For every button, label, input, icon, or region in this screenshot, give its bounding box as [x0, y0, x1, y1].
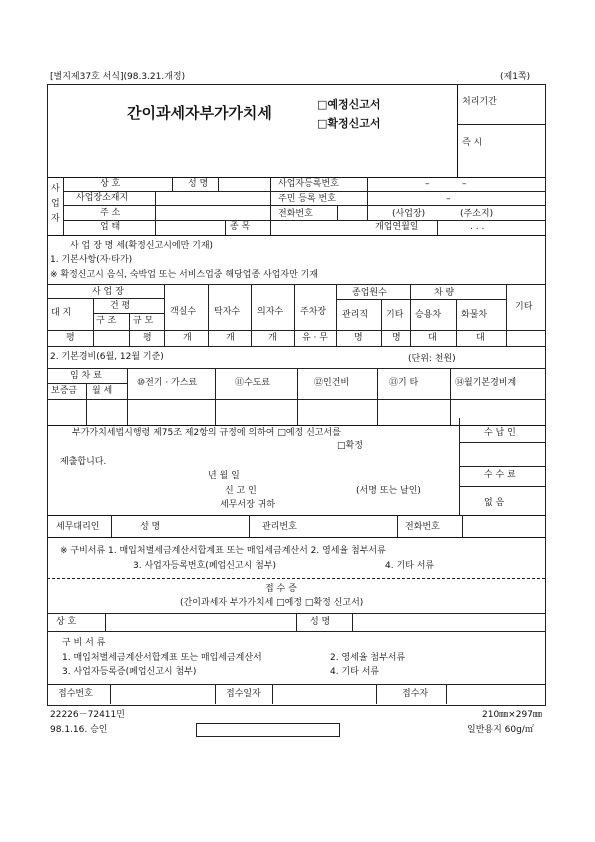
divider: [376, 684, 377, 704]
address-label: 주 소: [100, 208, 121, 218]
divider: [63, 220, 545, 221]
immediate-label: 즉 시: [462, 138, 483, 148]
required-docs-line2b: 4. 기타 서류: [385, 561, 435, 571]
receipt-doc-3: 3. 사업자등록증(폐업신고시 첨부): [62, 667, 197, 677]
divider: [215, 684, 216, 704]
option-scheduled[interactable]: □예정신고서: [317, 98, 381, 111]
divider: [450, 368, 451, 425]
divider: [459, 466, 545, 467]
receipt-stamp-label: 수 납 인: [484, 428, 516, 438]
divider: [215, 368, 216, 425]
agent-name-label: 성 명: [140, 522, 161, 532]
receipt-slip-title: 접 수 증: [265, 584, 297, 594]
etc-label: 기타: [515, 302, 533, 312]
divider: [172, 177, 173, 191]
divider: [352, 613, 353, 631]
required-docs-line1: ※ 구비서류 1. 매입처별세금계산서합계표 또는 매입세금계산서 2. 영세율 첨부서류: [60, 546, 386, 556]
unit-persons: 명: [392, 333, 401, 343]
receipt-date-label: 접수일자: [226, 689, 261, 699]
chairs-label: 의자수: [257, 307, 284, 317]
fee-none: 없 음: [484, 498, 505, 508]
divider: [93, 298, 94, 346]
divider: [337, 205, 338, 220]
tax-agent-label: 세무대리인: [56, 522, 100, 532]
employees-label: 종업원수: [352, 288, 387, 298]
water-label: ⑪수도료: [235, 378, 271, 388]
passenger-car-label: 승용차: [415, 310, 442, 320]
divider: [155, 191, 156, 235]
divider: [457, 85, 458, 177]
divider: [47, 284, 545, 285]
unit-persons: 명: [354, 333, 363, 343]
divider: [296, 613, 297, 631]
footer-approval: 98.1.16. 승인: [50, 725, 108, 735]
deposit-label: 보증금: [51, 386, 78, 396]
divider: [47, 330, 545, 331]
footer-code: 22226－72411민: [50, 710, 125, 720]
divider: [208, 284, 209, 346]
divider: [47, 368, 545, 369]
details-note: ※ 확정신고시 음식, 숙박업 또는 서비스업중 해당업종 사업자만 기재: [50, 270, 319, 280]
open-date-label: 개업연월일: [375, 222, 419, 232]
electricity-label: ⑩전기 · 가스료: [137, 378, 198, 388]
management-number-label: 관리번호: [262, 522, 297, 532]
unit-vehicles: 대: [428, 333, 437, 343]
receipt-number-label: 접수번호: [58, 689, 93, 699]
divider: [47, 399, 545, 400]
unit-pyeong: 평: [66, 333, 75, 343]
tax-office-label: 세무서장 귀하: [220, 500, 276, 510]
signature-label: (서명 또는 날인): [356, 486, 421, 496]
divider: [127, 368, 128, 425]
divider: [457, 124, 545, 125]
divider: [86, 383, 87, 425]
divider: [410, 284, 411, 346]
receipt-doc-4: 4. 기타 서류: [330, 667, 380, 677]
divider: [63, 177, 64, 235]
land-label: 대 지: [51, 308, 72, 318]
required-docs-line2: 3. 사업자등록번호(폐업신고시 첨부): [133, 561, 277, 571]
divider: [336, 299, 506, 300]
agent-phone-label: 전화번호: [405, 522, 440, 532]
location-label: 사업장소재지: [76, 193, 129, 203]
item-label: 종 목: [230, 222, 251, 232]
fee-label: 수 수 료: [484, 470, 516, 480]
divider: [249, 515, 250, 537]
basic-info-title: 1. 기본사항(자·타가): [50, 255, 133, 265]
divider: [456, 299, 457, 346]
resident-dash: –: [446, 194, 451, 204]
divider: [47, 235, 545, 236]
business-type-label: 업 태: [100, 222, 121, 232]
building-label: 건 평: [110, 301, 131, 311]
footer-paper: 일반용지 60g/㎡: [467, 725, 534, 735]
side-char: 자: [51, 214, 60, 224]
total-expense-label: ⑭월기본경비계: [455, 378, 517, 388]
vehicles-label: 차 량: [434, 288, 455, 298]
form-title: 간이과세자부가가치세: [127, 104, 272, 122]
unit-count: 개: [183, 333, 192, 343]
footer-stamp-box: [196, 723, 340, 737]
divider: [47, 298, 164, 299]
cargo-car-label: 화물차: [461, 310, 488, 320]
reporter-label: 신 고 인: [225, 486, 257, 496]
unit-count: 개: [226, 333, 235, 343]
divider: [47, 631, 545, 632]
report-date: 년 월 일: [208, 471, 240, 481]
statement-final-option[interactable]: □확정: [337, 441, 363, 451]
open-date-value: . . .: [470, 222, 485, 232]
resident-number-label: 주민 등록 번호: [278, 194, 336, 204]
divider: [459, 486, 545, 487]
reg-dash: –: [462, 179, 467, 189]
rooms-label: 객실수: [170, 307, 197, 317]
divider: [270, 177, 271, 235]
divider: [462, 515, 463, 537]
other-expense-label: ⑬기 타: [389, 378, 419, 388]
divider: [437, 220, 438, 235]
processing-period: 처리기간: [462, 97, 497, 107]
parking-label: 주차장: [300, 307, 327, 317]
divider: [381, 299, 382, 346]
receipt-slip-subtitle: (간이과세자 부가가치세 □예정 □확정 신고서): [180, 598, 364, 608]
divider: [367, 177, 368, 220]
other-staff-label: 기타: [386, 310, 404, 320]
divider: [164, 284, 165, 346]
details-title: 사 업 장 명 세(확정신고시에만 기재): [70, 241, 214, 251]
divider: [446, 684, 447, 704]
statement-line2: 제출합니다.: [60, 457, 107, 467]
expenses-unit: (단위: 천원): [408, 354, 456, 364]
rent-label: 임 차 료: [70, 371, 102, 381]
manager-label: 관리직: [342, 310, 369, 320]
divider: [47, 177, 545, 178]
divider: [63, 191, 545, 192]
divider: [225, 220, 226, 235]
receipt-docs-title: 구 비 서 류: [62, 638, 106, 648]
cut-line: [47, 578, 545, 579]
monthly-rent-label: 월 세: [92, 386, 113, 396]
reg-dash: –: [425, 179, 430, 189]
receipt-person-label: 접수자: [402, 689, 429, 699]
divider: [251, 284, 252, 346]
receipt-name-label: 성 명: [310, 617, 331, 627]
receipt-doc-2: 2. 영세율 첨부서류: [330, 653, 406, 663]
divider: [336, 284, 337, 346]
option-final[interactable]: □확정신고서: [317, 117, 381, 130]
divider: [47, 383, 127, 384]
expenses-title: 2. 기본경비(6월, 12월 기준): [50, 352, 164, 362]
unit-vehicles: 대: [476, 333, 485, 343]
name-label: 성 명: [188, 179, 209, 189]
receipt-trade-label: 상 호: [56, 617, 77, 627]
tables-label: 탁자수: [214, 307, 241, 317]
form-number: [별지제37호 서식](98.3.21.개정): [50, 72, 186, 82]
labor-label: ⑫인건비: [314, 378, 350, 388]
divider: [47, 684, 545, 685]
divider: [294, 284, 295, 346]
unit-parking: 유 · 무: [302, 333, 328, 343]
reg-number-label: 사업자등록번호: [278, 179, 339, 189]
divider: [63, 205, 545, 206]
footer-size: 210㎜×297㎜: [482, 710, 542, 720]
divider: [47, 537, 545, 538]
site-label: 사 업 장: [92, 287, 124, 297]
divider: [47, 346, 545, 347]
divider: [110, 684, 111, 704]
statement-line1: 부가가치세법시행령 제75조 제2항의 규정에 의하여 □예정 신고서를: [72, 428, 341, 438]
divider: [272, 684, 273, 704]
divider: [297, 368, 298, 425]
page-label: (제1쪽): [500, 72, 531, 82]
unit-pyeong: 평: [143, 333, 152, 343]
scale-label: 규 모: [133, 316, 154, 326]
unit-count: 개: [268, 333, 277, 343]
divider: [47, 515, 545, 516]
phone-home: (주소지): [460, 209, 494, 219]
divider: [105, 613, 106, 631]
divider: [397, 515, 398, 537]
divider: [377, 368, 378, 425]
divider: [218, 177, 219, 191]
side-char: 사: [51, 184, 60, 194]
side-char: 업: [51, 199, 60, 209]
structure-label: 구 조: [96, 316, 117, 326]
divider: [111, 515, 112, 537]
divider: [506, 284, 507, 346]
trade-name-label: 상 호: [100, 179, 121, 189]
phone-business: (사업장): [392, 209, 426, 219]
phone-label: 전화번호: [278, 209, 313, 219]
divider: [47, 425, 545, 426]
receipt-doc-1: 1. 매입처별세금계산서합계표 또는 매입세금계산서: [62, 653, 262, 663]
divider: [459, 442, 545, 443]
